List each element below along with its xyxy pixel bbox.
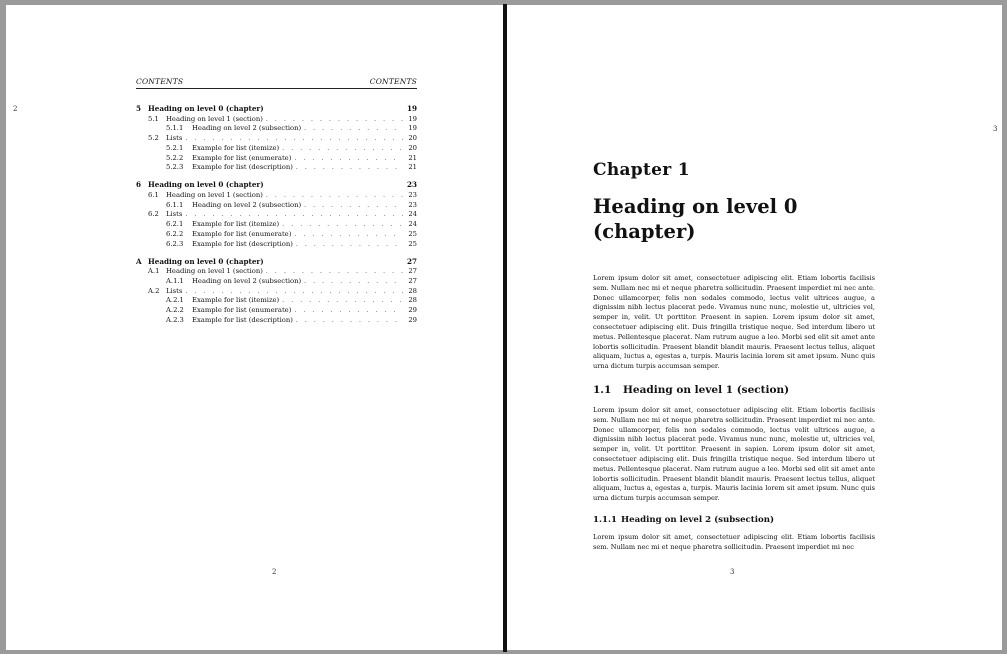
toc-entry[interactable] (136, 306, 417, 316)
toc-leader-dots (266, 115, 403, 125)
toc-leader-dots (304, 277, 403, 287)
toc-leader-dots (185, 287, 403, 297)
chapter-page (507, 5, 1002, 650)
toc-entry[interactable] (136, 296, 417, 306)
toc-leader-dots (266, 267, 403, 277)
chapter-title: Heading on level 0 (chapter) (593, 195, 798, 243)
toc-entry-number: A (136, 256, 142, 266)
toc-entry-page: 23 (408, 190, 417, 199)
toc-entry-number: A.1 (148, 267, 160, 276)
chapter-label: Chapter 1 (593, 160, 690, 180)
toc-entry[interactable] (136, 191, 417, 201)
running-head-left: CONTENTS (136, 77, 184, 86)
subsection-heading (593, 515, 875, 525)
paragraph: Lorem ipsum dolor sit amet, consectetuer adipiscing elit. Etiam lobortis facilisis sem. Nullam nec mi et neque pharetra sollicitudin. Praesent imperdiet mi nec ante. Donec ullamcorper, felis non sodales commodo, lectus velit ultrices augue, a dignissim nibh lectus placerat pede. Vivamus nunc nunc, molestie ut, ultricies vel, semper in, velit. Ut porttitor. Praesent in sapien. Lorem ipsum dolor sit amet, consectetuer adipiscing elit. Duis fringilla tristique neque. Sed interdum libero ut metus. Pellentesque placerat. Nam rutrum augue a leo. Morbi sed elit sit amet ante lobortis sollicitudin. Praesent blandit blandit mauris. Praesent lectus tellus, aliquet aliquam, luctus a, egestas a, turpis. Mauris lacinia lorem sit amet ipsum. Nunc quis urna dictum turpis accumsan semper. (593, 274, 875, 371)
toc-entry-number: 6 (136, 180, 142, 190)
toc-entry-number: 5.1.1 (166, 124, 184, 133)
toc-entry[interactable] (136, 267, 417, 277)
toc-group (136, 257, 417, 326)
toc-entry-page: 24 (408, 220, 417, 229)
toc-entry-page: 29 (408, 316, 417, 325)
toc-entry[interactable] (136, 210, 417, 220)
toc-entry-title: Heading on level 2 (subsection) (192, 124, 302, 133)
running-head-right: CONTENTS (369, 77, 417, 86)
toc-page (6, 5, 503, 650)
margin-page-number: 2 (13, 105, 18, 113)
toc-entry-page: 27 (408, 267, 417, 276)
subsection-title: Heading on level 2 (subsection) (621, 514, 775, 525)
toc-leader-dots (282, 296, 403, 306)
toc-entry-title: Example for list (description) (192, 163, 293, 172)
margin-page-number: 3 (993, 125, 998, 133)
toc-entry-page: 28 (408, 296, 417, 305)
toc-leader-dots (282, 144, 403, 154)
toc-leader-dots (304, 124, 403, 134)
toc-entry[interactable] (136, 124, 417, 134)
toc-entry[interactable] (136, 287, 417, 297)
toc-entry[interactable] (136, 316, 417, 326)
toc-group (136, 180, 417, 249)
toc-entry-number: A.1.1 (166, 276, 184, 285)
toc-entry-page: 29 (408, 306, 417, 315)
toc-entry-title: Heading on level 0 (chapter) (148, 180, 264, 190)
toc-entry-title: Example for list (enumerate) (192, 229, 292, 238)
running-head (136, 77, 417, 89)
toc-entry-number: A.2 (148, 286, 160, 295)
toc-leader-dots (294, 306, 403, 316)
toc-entry[interactable] (136, 240, 417, 250)
toc-entry-title: Example for list (itemize) (192, 296, 280, 305)
toc-leader-dots (185, 210, 403, 220)
toc-entry-title: Lists (166, 134, 183, 143)
toc-leader-dots (304, 201, 403, 211)
toc-entry[interactable] (136, 220, 417, 230)
toc-entry-page: 20 (408, 143, 417, 152)
toc-group (136, 104, 417, 173)
chapter-content (593, 160, 875, 553)
section-title: Heading on level 1 (section) (623, 383, 790, 396)
toc-entry-number: 6.2.1 (166, 220, 184, 229)
section-heading (593, 384, 875, 396)
toc-entry-page: 25 (408, 229, 417, 238)
toc-entry-page: 27 (408, 276, 417, 285)
toc-entry-page: 24 (408, 210, 417, 219)
toc-entry[interactable] (136, 230, 417, 240)
toc-entry-number: 6.2 (148, 210, 159, 219)
toc-entry-number: A.2.2 (166, 306, 184, 315)
toc-leader-dots (282, 220, 403, 230)
toc-entry-number: 6.1 (148, 190, 159, 199)
toc-entry[interactable] (136, 115, 417, 125)
toc-entry-number: A.2.1 (166, 296, 184, 305)
toc-entry-title: Example for list (itemize) (192, 220, 280, 229)
paragraph: Lorem ipsum dolor sit amet, consectetuer adipiscing elit. Etiam lobortis facilisis sem. Nullam nec mi et neque pharetra sollicitudin. Praesent imperdiet mi nec (593, 532, 875, 551)
toc-entry-number: 6.2.3 (166, 239, 184, 248)
toc-entry-number: 5.1 (148, 114, 159, 123)
toc-entry-page: 28 (408, 286, 417, 295)
toc-entry[interactable] (136, 134, 417, 144)
toc-entry-number: 5.2.2 (166, 153, 184, 162)
toc-entry[interactable] (136, 144, 417, 154)
toc-entry-number: 6.2.2 (166, 229, 184, 238)
toc-entry-title: Heading on level 1 (section) (166, 190, 263, 199)
toc-entry-title: Example for list (itemize) (192, 143, 280, 152)
toc-entry[interactable] (136, 180, 417, 191)
toc-entry-page: 21 (408, 163, 417, 172)
toc-entry-number: 5.2.3 (166, 163, 184, 172)
toc-entry-page: 19 (406, 104, 417, 113)
toc-leader-dots (185, 134, 403, 144)
toc-entry-title: Heading on level 0 (chapter) (148, 104, 264, 113)
paragraph: Lorem ipsum dolor sit amet, consectetuer adipiscing elit. Etiam lobortis facilisis sem. Nullam nec mi et neque pharetra sollicitudin. Praesent imperdiet mi nec ante. Donec ullamcorper, felis non sodales commodo, lectus velit ultrices augue, a dignissim nibh lectus placerat pede. Vivamus nunc nunc, molestie ut, ultricies vel, semper in, velit. Ut porttitor. Praesent in sapien. Lorem ipsum dolor sit amet, consectetuer adipiscing elit. Duis fringilla tristique neque. Sed interdum libero ut metus. Pellentesque placerat. Nam rutrum augue a leo. Morbi sed elit sit amet ante lobortis sollicitudin. Praesent blandit blandit mauris. Praesent lectus tellus, aliquet aliquam, luctus a, egestas a, turpis. Mauris lacinia lorem sit amet ipsum. Nunc quis urna dictum turpis accumsan semper. (593, 405, 875, 503)
toc-leader-dots (296, 163, 403, 173)
toc-leader-dots (294, 154, 403, 164)
toc-entry[interactable] (136, 104, 417, 115)
toc-entry-page: 25 (408, 239, 417, 248)
toc-entry-title: Example for list (enumerate) (192, 153, 292, 162)
toc-entry-page: 27 (406, 256, 417, 266)
toc-entry-title: Heading on level 2 (subsection) (192, 200, 302, 209)
toc-entry[interactable] (136, 163, 417, 173)
table-of-contents (136, 104, 417, 333)
footer-page-number: 3 (730, 568, 735, 576)
toc-entry-number: 5.2 (148, 134, 159, 143)
toc-entry[interactable] (136, 154, 417, 164)
toc-entry-page: 23 (406, 180, 417, 190)
toc-entry-page: 20 (408, 134, 417, 143)
toc-leader-dots (294, 230, 403, 240)
toc-entry-number: A.2.3 (166, 316, 184, 325)
toc-entry-title: Heading on level 1 (section) (166, 114, 263, 123)
toc-entry-title: Example for list (description) (192, 316, 293, 325)
toc-entry-page: 19 (408, 124, 417, 133)
toc-entry-page: 23 (408, 200, 417, 209)
toc-entry-number: 5.2.1 (166, 143, 184, 152)
toc-entry-number: 5 (136, 104, 142, 113)
toc-entry-number: 6.1.1 (166, 200, 184, 209)
toc-leader-dots (266, 191, 403, 201)
section-number: 1.1 (593, 383, 612, 396)
toc-entry[interactable] (136, 277, 417, 287)
toc-entry-title: Heading on level 2 (subsection) (192, 276, 302, 285)
toc-entry-title: Heading on level 1 (section) (166, 267, 263, 276)
toc-entry-title: Lists (166, 286, 183, 295)
toc-entry-title: Lists (166, 210, 183, 219)
toc-entry[interactable] (136, 257, 417, 268)
toc-entry-title: Example for list (enumerate) (192, 306, 292, 315)
toc-entry-title: Heading on level 0 (chapter) (148, 256, 264, 266)
toc-entry-page: 19 (408, 114, 417, 123)
toc-entry[interactable] (136, 201, 417, 211)
toc-leader-dots (296, 316, 403, 326)
footer-page-number: 2 (272, 568, 277, 576)
toc-entry-page: 21 (408, 153, 417, 162)
toc-leader-dots (296, 240, 403, 250)
subsection-number: 1.1.1 (593, 514, 617, 525)
toc-entry-title: Example for list (description) (192, 239, 293, 248)
